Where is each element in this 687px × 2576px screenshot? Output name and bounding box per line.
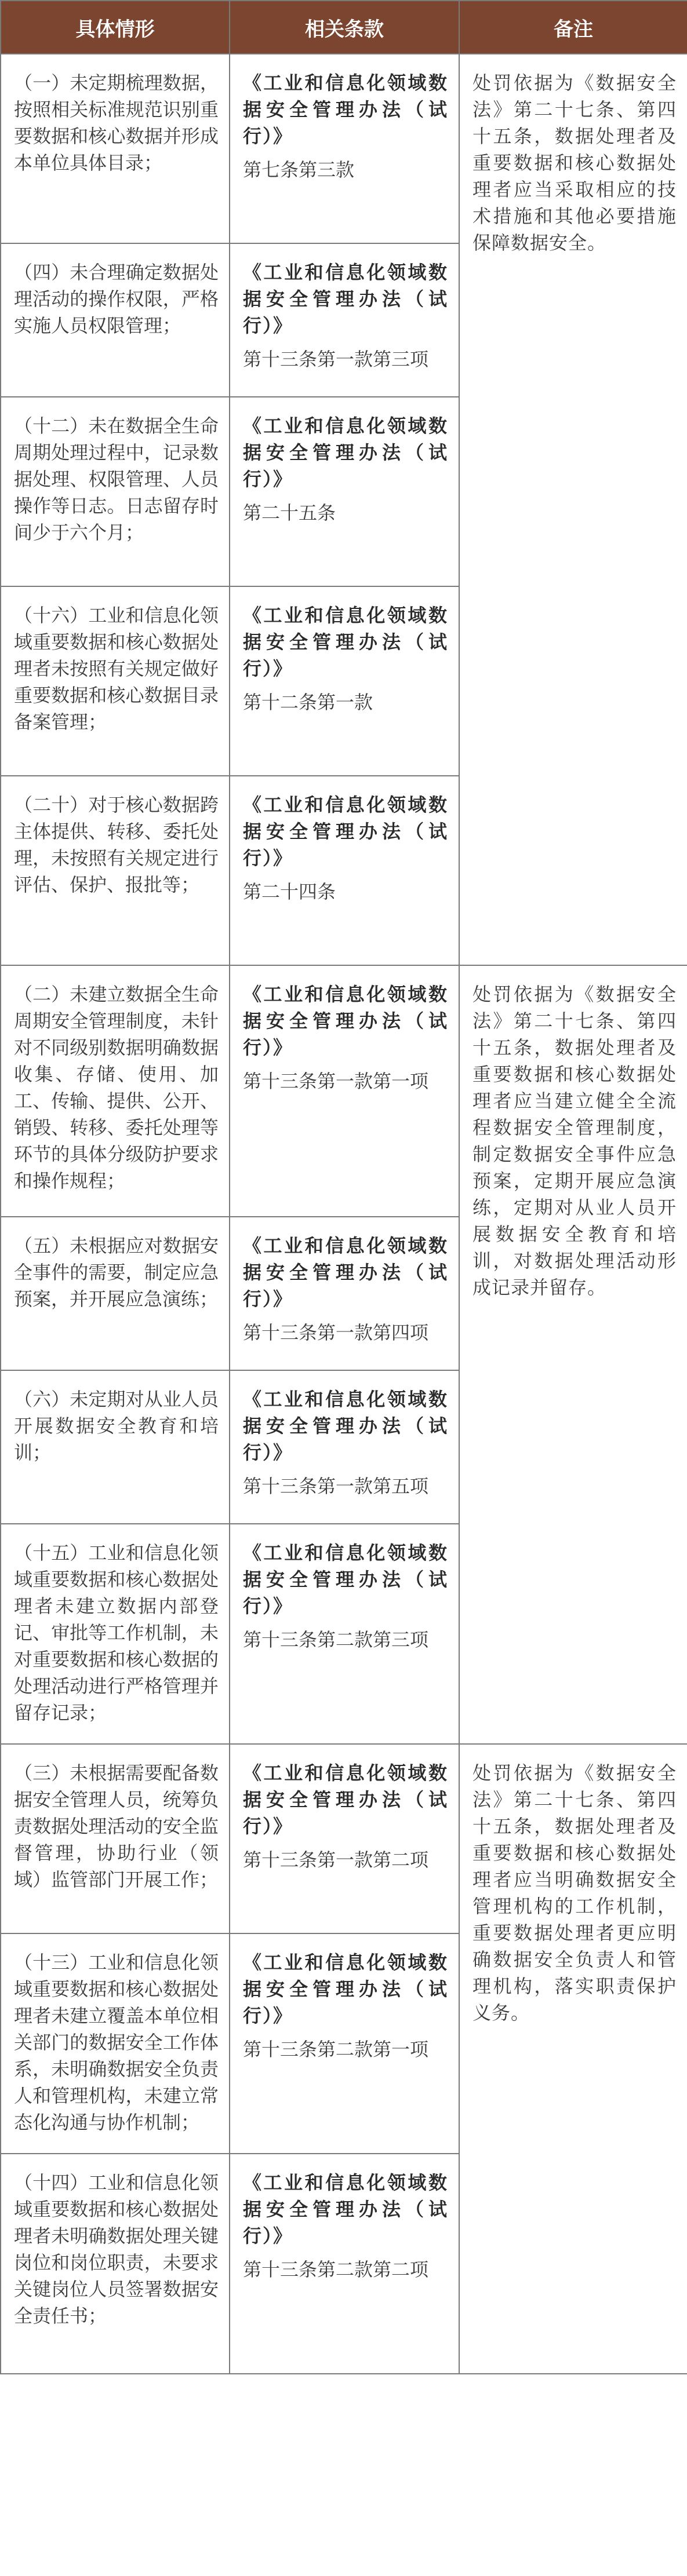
clause-ref: 第十三条第一款第五项 <box>243 1475 429 1497</box>
table-row <box>1 965 687 1217</box>
situation-cell: （五）未根据应对数据安全事件的需要，制定应急预案，并开展应急演练； <box>1 1217 230 1370</box>
situation-cell: （三）未根据需要配备数据安全管理人员，统筹负责数据处理活动的安全监督管理，协助行业（领域）监管部门开展工作； <box>1 1744 230 1933</box>
header-note: 备注 <box>459 1 687 54</box>
table-row <box>1 1744 687 1933</box>
law-title: 《工业和信息化领域数据安全管理办法（试行）》 <box>243 1951 448 2027</box>
clause-ref: 第十三条第二款第一项 <box>243 2038 429 2060</box>
clause-cell <box>230 1370 459 1524</box>
situation-cell: （十五）工业和信息化领域重要数据和核心数据处理者未建立数据内部登记、审批等工作机制，未对重要数据和核心数据的处理活动进行严格管理并留存记录； <box>1 1524 230 1744</box>
law-title: 《工业和信息化领域数据安全管理办法（试行）》 <box>243 1762 448 1837</box>
clause-ref: 第十三条第一款第二项 <box>243 1849 429 1871</box>
law-title: 《工业和信息化领域数据安全管理办法（试行）》 <box>243 983 448 1059</box>
law-title: 《工业和信息化领域数据安全管理办法（试行）》 <box>243 794 448 869</box>
clause-cell <box>230 1524 459 1744</box>
clause-ref: 第二十四条 <box>243 881 336 903</box>
header-clause: 相关条款 <box>230 1 459 54</box>
situation-cell: （四）未合理确定数据处理活动的操作权限，严格实施人员权限管理； <box>1 243 230 397</box>
clause-cell <box>230 243 459 397</box>
clause-ref: 第十三条第二款第三项 <box>243 1629 429 1651</box>
clause-cell <box>230 1933 459 2154</box>
law-title: 《工业和信息化领域数据安全管理办法（试行）》 <box>243 261 448 337</box>
situation-cell: （二）未建立数据全生命周期安全管理制度，未针对不同级别数据明确数据收集、存储、使用、加工、传输、提供、公开、销毁、转移、委托处理等环节的具体分级防护要求和操作规程； <box>1 965 230 1217</box>
clause-ref: 第十三条第二款第二项 <box>243 2258 429 2281</box>
law-title: 《工业和信息化领域数据安全管理办法（试行）》 <box>243 1542 448 1617</box>
clause-cell <box>230 586 459 776</box>
note-cell: 处罚依据为《数据安全法》第二十七条、第四十五条，数据处理者及重要数据和核心数据处理者应当采取相应的技术措施和其他必要措施保障数据安全。 <box>459 54 687 965</box>
clause-ref: 第七条第三款 <box>243 159 355 181</box>
clause-cell <box>230 54 459 243</box>
note-cell: 处罚依据为《数据安全法》第二十七条、第四十五条，数据处理者及重要数据和核心数据处理者应当明确数据安全管理机构的工作机制，重要数据处理者更应明确数据安全负责人和管理机构，落实职责保护义务。 <box>459 1744 687 2374</box>
situation-cell: （六）未定期对从业人员开展数据安全教育和培训； <box>1 1370 230 1524</box>
header-row <box>1 1 687 54</box>
law-title: 《工业和信息化领域数据安全管理办法（试行）》 <box>243 604 448 680</box>
clause-ref: 第十三条第一款第四项 <box>243 1322 429 1344</box>
clause-ref: 第十三条第一款第一项 <box>243 1070 429 1092</box>
situation-cell: （一）未定期梳理数据，按照相关标准规范识别重要数据和核心数据并形成本单位具体目录； <box>1 54 230 243</box>
table-row <box>1 54 687 243</box>
clause-cell <box>230 776 459 965</box>
clause-ref: 第十二条第一款 <box>243 691 373 713</box>
clause-cell <box>230 397 459 586</box>
law-title: 《工业和信息化领域数据安全管理办法（试行）》 <box>243 1388 448 1464</box>
law-title: 《工业和信息化领域数据安全管理办法（试行）》 <box>243 2172 448 2247</box>
clause-cell <box>230 1217 459 1370</box>
clause-ref: 第二十五条 <box>243 502 336 524</box>
situation-cell: （十三）工业和信息化领域重要数据和核心数据处理者未建立覆盖本单位相关部门的数据安全工作体系，未明确数据安全负责人和管理机构，未建立常态化沟通与协作机制； <box>1 1933 230 2154</box>
clause-ref: 第十三条第一款第三项 <box>243 348 429 370</box>
clause-cell <box>230 2154 459 2374</box>
note-cell: 处罚依据为《数据安全法》第二十七条、第四十五条，数据处理者及重要数据和核心数据处理者应当建立健全全流程数据安全管理制度，制定数据安全事件应急预案，定期开展应急演练，定期对从业人员开展数据安全教育和培训，对数据处理活动形成记录并留存。 <box>459 965 687 1744</box>
situation-cell: （十四）工业和信息化领域重要数据和核心数据处理者未明确数据处理关键岗位和岗位职责，未要求关键岗位人员签署数据安全责任书； <box>1 2154 230 2374</box>
situation-cell: （十二）未在数据全生命周期处理过程中，记录数据处理、权限管理、人员操作等日志。日志留存时间少于六个月； <box>1 397 230 586</box>
law-title: 《工业和信息化领域数据安全管理办法（试行）》 <box>243 1235 448 1310</box>
law-title: 《工业和信息化领域数据安全管理办法（试行）》 <box>243 415 448 490</box>
situation-cell: （十六）工业和信息化领域重要数据和核心数据处理者未按照有关规定做好重要数据和核心数据目录备案管理； <box>1 586 230 776</box>
law-title: 《工业和信息化领域数据安全管理办法（试行）》 <box>243 72 448 147</box>
clause-cell <box>230 1744 459 1933</box>
situation-cell: （二十）对于核心数据跨主体提供、转移、委托处理，未按照有关规定进行评估、保护、报批等； <box>1 776 230 965</box>
header-situation: 具体情形 <box>1 1 230 54</box>
clause-cell <box>230 965 459 1217</box>
